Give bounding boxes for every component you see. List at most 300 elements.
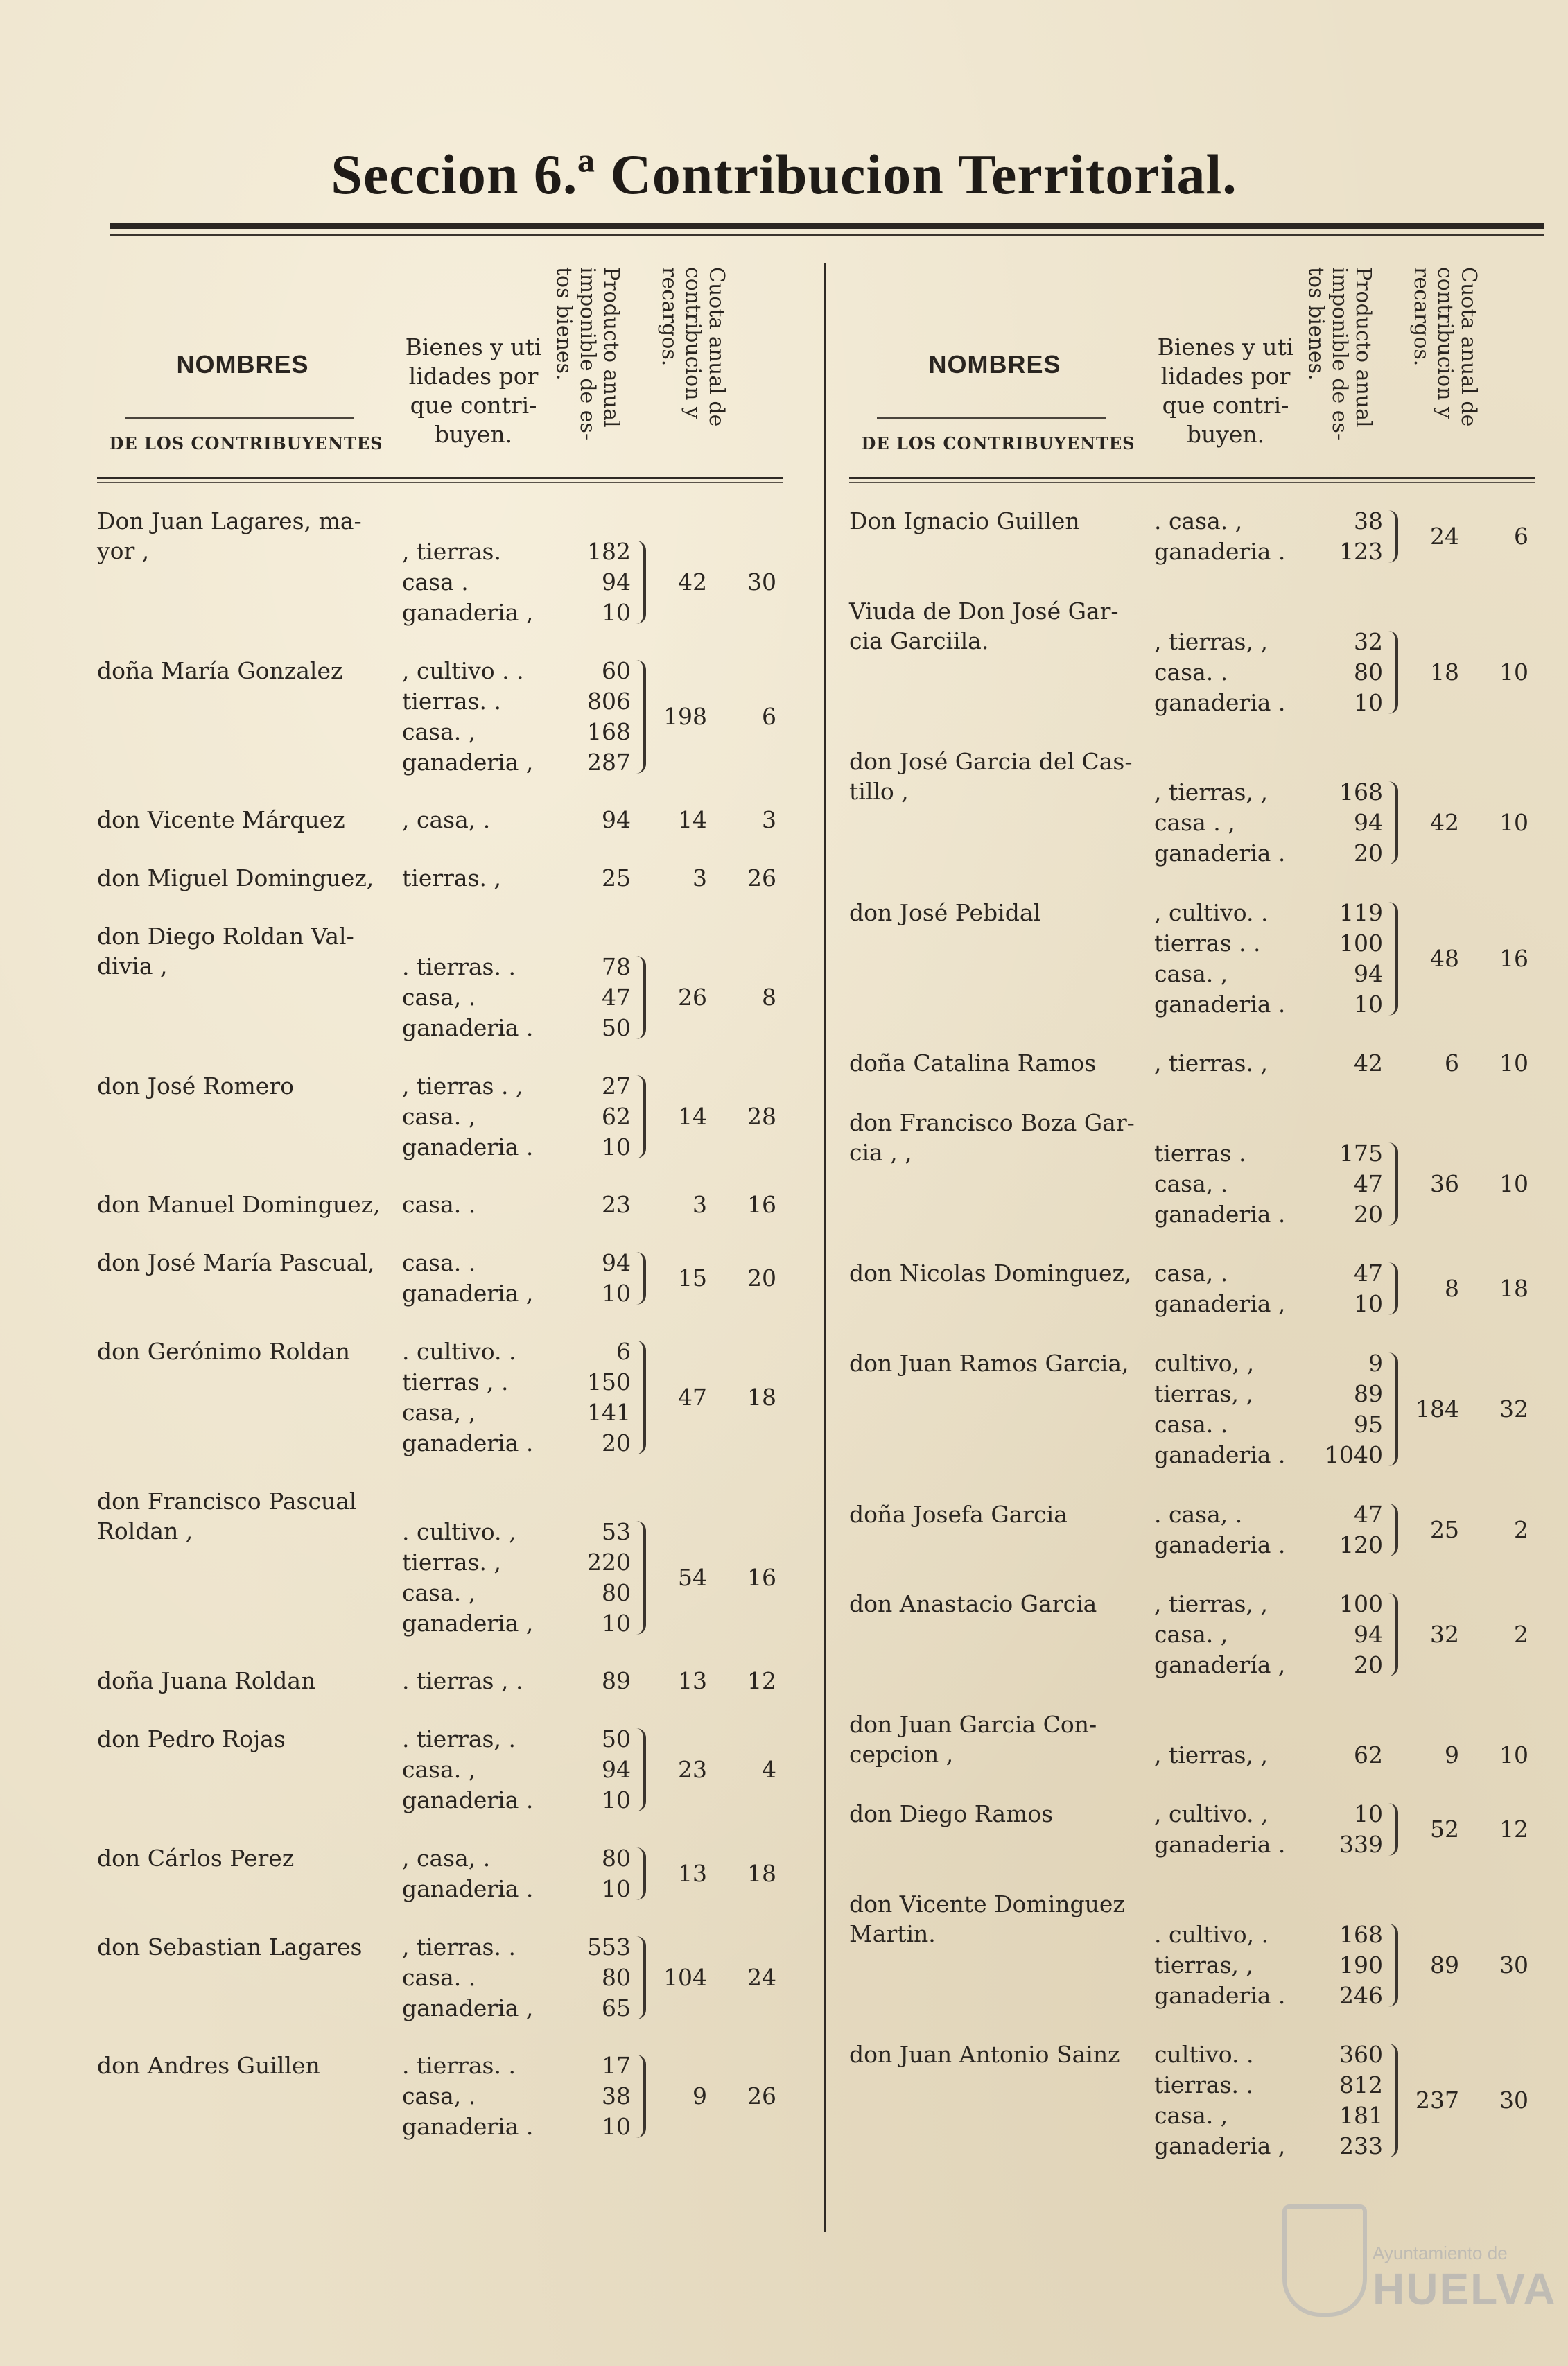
- property-value: 17: [602, 2052, 631, 2080]
- property-item: [395, 1932, 631, 1963]
- property-item: [395, 1248, 631, 1278]
- property-list: [1147, 2039, 1383, 2161]
- property-item: [1147, 959, 1383, 989]
- cuota-reales: 198: [663, 702, 707, 730]
- property-label: . tierras. .: [402, 2052, 516, 2080]
- property-item: [1147, 1829, 1383, 1860]
- cuota-maravedis: 30: [1499, 2087, 1528, 2114]
- cuota-reales: 32: [1430, 1621, 1459, 1649]
- property-item: [1147, 989, 1383, 1020]
- property-value: 287: [587, 748, 631, 776]
- property-item: [395, 982, 631, 1013]
- property-value: 150: [587, 1368, 631, 1395]
- property-label: , cultivo. ,: [1154, 1800, 1269, 1828]
- property-label: . casa. ,: [1154, 507, 1243, 534]
- property-label: tierras .: [1154, 1139, 1246, 1167]
- property-item: [395, 1398, 631, 1428]
- contributor-name: don Francisco Pascual Roldan ,: [97, 1487, 357, 1545]
- property-item: [1147, 898, 1383, 928]
- cuota-value: [652, 982, 776, 1013]
- property-item: [1147, 1289, 1383, 1319]
- header-rule: [849, 477, 1535, 479]
- cuota-maravedis: 10: [1499, 658, 1528, 686]
- cuota-maravedis: 18: [1499, 1275, 1528, 1303]
- contributor-name: don Miguel Dominguez,: [97, 864, 374, 892]
- contributor-name: don Manuel Dominguez,: [97, 1191, 381, 1219]
- property-label: casa. .: [1154, 1411, 1228, 1438]
- coat-of-arms-icon: [1282, 2204, 1367, 2317]
- grouping-brace: [636, 1728, 646, 1811]
- property-list: [1147, 1499, 1383, 1560]
- property-value: 10: [1354, 1800, 1383, 1828]
- property-item: [395, 1547, 631, 1578]
- property-item: [395, 1102, 631, 1132]
- cuota-reales: 9: [1445, 1741, 1459, 1768]
- property-value: 10: [602, 1133, 631, 1160]
- left-column: [97, 256, 783, 2218]
- cuota-value: [1404, 1619, 1528, 1650]
- property-item: [395, 1578, 631, 1608]
- property-value: 47: [602, 983, 631, 1011]
- contributor-name: don Pedro Rojas: [97, 1725, 286, 1753]
- cuota-value: [652, 2081, 776, 2112]
- property-item: [1147, 2100, 1383, 2131]
- property-item: [395, 1132, 631, 1163]
- property-value: 38: [602, 2082, 631, 2110]
- header-contribuyentes: DE LOS CONTRIBUYENTES: [109, 433, 383, 453]
- cuota-reales: 42: [1430, 809, 1459, 837]
- property-item: [1147, 1499, 1383, 1530]
- property-item: [1147, 1440, 1383, 1470]
- grouping-brace: [636, 660, 646, 774]
- property-item: [395, 2112, 631, 2142]
- property-value: 812: [1339, 2071, 1383, 2099]
- cuota-value: [1404, 943, 1528, 974]
- property-value: 94: [602, 806, 631, 834]
- property-label: casa, .: [402, 983, 476, 1011]
- cuota-value: [652, 1666, 776, 1696]
- property-list: [395, 1517, 631, 1639]
- property-label: , cultivo. .: [1154, 898, 1269, 926]
- property-item: [395, 598, 631, 628]
- property-value: 60: [602, 656, 631, 684]
- watermark-line2: HUELVA: [1373, 2264, 1557, 2314]
- cuota-value: [652, 702, 776, 732]
- grouping-brace: [1388, 1352, 1398, 1466]
- contributor-name: don Diego Roldan Val- divia ,: [97, 922, 354, 980]
- grouping-brace: [636, 1847, 646, 1900]
- property-item: [1147, 808, 1383, 838]
- cuota-maravedis: 10: [1499, 1741, 1528, 1768]
- cuota-value: [652, 1263, 776, 1294]
- property-label: ganaderia .: [1154, 1200, 1286, 1228]
- property-label: ganaderia .: [1154, 1441, 1286, 1468]
- grouping-brace: [1388, 902, 1398, 1016]
- cuota-value: [1404, 1515, 1528, 1545]
- cuota-maravedis: 30: [1499, 1951, 1528, 1978]
- property-value: 47: [1354, 1500, 1383, 1528]
- property-item: [1147, 688, 1383, 718]
- contributor-name: don José Pebidal: [849, 898, 1041, 926]
- property-value: 80: [1354, 658, 1383, 686]
- contributor-name: don Anastacio Garcia: [849, 1590, 1097, 1618]
- property-label: ganaderia ,: [402, 1994, 534, 2021]
- property-item: [395, 1367, 631, 1398]
- property-list: [395, 1190, 631, 1220]
- cuota-maravedis: 16: [747, 1191, 776, 1219]
- property-label: ganaderia .: [402, 1133, 534, 1160]
- cuota-value: [1404, 1394, 1528, 1425]
- cuota-value: [1404, 808, 1528, 838]
- property-label: cultivo. .: [1154, 2041, 1254, 2069]
- grouping-brace: [1388, 510, 1398, 563]
- property-item: [1147, 2131, 1383, 2161]
- cuota-value: [1404, 657, 1528, 688]
- property-label: ganaderia .: [1154, 990, 1286, 1018]
- cuota-reales: 13: [678, 1859, 707, 1887]
- property-label: tierras. .: [1154, 2071, 1253, 2099]
- property-item: [395, 1337, 631, 1367]
- property-item: [1147, 1981, 1383, 2011]
- property-label: ganaderia ,: [1154, 1290, 1286, 1318]
- table-header: [849, 256, 1535, 485]
- title-rule-thin: [110, 234, 1544, 236]
- property-label: ganaderia ,: [402, 1609, 534, 1637]
- property-value: 20: [1354, 1651, 1383, 1679]
- property-label: ganaderia .: [1154, 688, 1286, 716]
- property-value: 1040: [1325, 1441, 1383, 1468]
- header-rule: [97, 477, 783, 479]
- header-rule-thin: [97, 482, 783, 483]
- cuota-maravedis: 12: [747, 1667, 776, 1695]
- contributor-name: doña María Gonzalez: [97, 656, 343, 684]
- property-label: casa. ,: [1154, 2102, 1228, 2130]
- property-item: [395, 952, 631, 982]
- property-value: 10: [602, 1874, 631, 1902]
- property-list: [1147, 1589, 1383, 1680]
- cuota-maravedis: 10: [1499, 1050, 1528, 1077]
- property-label: . casa, .: [1154, 1500, 1243, 1528]
- property-item: [1147, 1169, 1383, 1199]
- cuota-maravedis: 8: [762, 983, 776, 1011]
- cuota-value: [652, 1859, 776, 1889]
- property-label: , tierras, ,: [1154, 1590, 1268, 1618]
- column-divider: [824, 263, 826, 2232]
- property-value: 100: [1339, 1590, 1383, 1618]
- property-label: tierras, ,: [1154, 1380, 1253, 1407]
- property-item: [1147, 627, 1383, 657]
- cuota-value: [1404, 1814, 1528, 1845]
- property-list: [1147, 506, 1383, 567]
- property-item: [1147, 657, 1383, 688]
- property-value: 53: [602, 1517, 631, 1545]
- property-label: , tierras, ,: [1154, 778, 1268, 806]
- property-list: [395, 2051, 631, 2142]
- cuota-maravedis: 3: [762, 806, 776, 834]
- property-value: 47: [1354, 1260, 1383, 1287]
- cuota-reales: 25: [1430, 1515, 1459, 1543]
- property-value: 10: [1354, 1290, 1383, 1318]
- property-value: 246: [1339, 1981, 1383, 2009]
- cuota-value: [1404, 1169, 1528, 1199]
- property-item: [1147, 1530, 1383, 1560]
- property-list: [395, 1843, 631, 1904]
- cuota-maravedis: 16: [1499, 944, 1528, 972]
- property-value: 9: [1368, 1350, 1383, 1377]
- property-item: [1147, 1138, 1383, 1169]
- cuota-value: [652, 1382, 776, 1413]
- contributor-name: don Gerónimo Roldan: [97, 1337, 351, 1365]
- cuota-reales: 13: [678, 1667, 707, 1695]
- property-list: [395, 805, 631, 835]
- property-item: [1147, 1048, 1383, 1079]
- grouping-brace: [636, 1075, 646, 1158]
- cuota-value: [1404, 521, 1528, 552]
- contributor-name: don Diego Ramos: [849, 1800, 1054, 1828]
- cuota-maravedis: 6: [762, 702, 776, 730]
- property-item: [395, 717, 631, 747]
- contributor-name: doña Juana Roldan: [97, 1667, 316, 1695]
- cuota-reales: 184: [1415, 1395, 1459, 1423]
- property-value: 553: [587, 1933, 631, 1960]
- property-item: [1147, 928, 1383, 959]
- property-label: casa. ,: [402, 1756, 476, 1784]
- property-value: 339: [1339, 1831, 1383, 1859]
- property-label: , tierras. ,: [1154, 1050, 1268, 1077]
- grouping-brace: [1388, 781, 1398, 864]
- property-value: 182: [587, 538, 631, 565]
- property-value: 10: [602, 2113, 631, 2141]
- property-list: [1147, 1138, 1383, 1230]
- property-list: [395, 1248, 631, 1309]
- property-value: 94: [602, 1756, 631, 1784]
- property-label: casa. .: [402, 1249, 476, 1277]
- property-item: [1147, 2070, 1383, 2100]
- property-list: [395, 537, 631, 628]
- property-item: [395, 1724, 631, 1755]
- grouping-brace: [1388, 1924, 1398, 2007]
- property-value: 20: [602, 1429, 631, 1456]
- property-value: 10: [602, 1280, 631, 1307]
- property-label: . cultivo. .: [402, 1337, 516, 1365]
- grouping-brace: [636, 541, 646, 624]
- property-value: 80: [602, 1963, 631, 1991]
- property-list: [395, 1337, 631, 1459]
- property-item: [395, 1963, 631, 1993]
- property-value: 10: [602, 1609, 631, 1637]
- property-value: 123: [1339, 538, 1383, 565]
- cuota-reales: 15: [678, 1264, 707, 1292]
- property-item: [1147, 1258, 1383, 1289]
- property-item: [395, 805, 631, 835]
- property-item: [1147, 1920, 1383, 1950]
- property-list: [395, 1071, 631, 1163]
- property-label: ganaderia .: [402, 2113, 534, 2141]
- grouping-brace: [636, 1341, 646, 1454]
- property-list: [1147, 1258, 1383, 1319]
- property-value: 168: [1339, 1920, 1383, 1948]
- property-value: 47: [1354, 1169, 1383, 1197]
- cuota-reales: 23: [678, 1756, 707, 1784]
- grouping-brace: [636, 1252, 646, 1305]
- grouping-brace: [1388, 1803, 1398, 1856]
- property-value: 94: [1354, 809, 1383, 837]
- cuota-maravedis: 24: [747, 1963, 776, 1991]
- property-item: [395, 1993, 631, 2024]
- property-item: [1147, 1409, 1383, 1440]
- contributor-name: don Juan Ramos Garcia,: [849, 1350, 1129, 1377]
- property-list: [395, 1666, 631, 1696]
- property-item: [1147, 1589, 1383, 1619]
- property-value: 10: [1354, 990, 1383, 1018]
- property-label: ganaderia .: [1154, 1981, 1286, 2009]
- contributor-name: don Francisco Boza Gar- cia , ,: [849, 1108, 1135, 1166]
- property-value: 23: [602, 1191, 631, 1219]
- property-label: ganaderia ,: [402, 748, 534, 776]
- header-bienes: Bienes y uti lidades por que contri- buyen.: [405, 333, 542, 448]
- property-item: [395, 567, 631, 598]
- grouping-brace: [1388, 2044, 1398, 2157]
- property-value: 62: [1354, 1741, 1383, 1768]
- property-item: [395, 1071, 631, 1102]
- watermark-line1: Ayuntamiento de: [1373, 2243, 1508, 2263]
- property-value: 95: [1354, 1411, 1383, 1438]
- property-value: 94: [602, 1249, 631, 1277]
- property-item: [395, 2081, 631, 2112]
- cuota-value: [1404, 1048, 1528, 1079]
- property-value: 175: [1339, 1139, 1383, 1167]
- property-item: [1147, 777, 1383, 808]
- property-label: tierras. ,: [402, 1548, 501, 1576]
- cuota-maravedis: 16: [747, 1563, 776, 1591]
- property-value: 181: [1339, 2102, 1383, 2130]
- cuota-value: [652, 1190, 776, 1220]
- property-label: ganaderia .: [402, 1786, 534, 1814]
- property-value: 120: [1339, 1531, 1383, 1558]
- property-list: [395, 1724, 631, 1816]
- property-list: [1147, 1048, 1383, 1079]
- cuota-value: [652, 567, 776, 598]
- grouping-brace: [636, 2055, 646, 2138]
- property-value: 20: [1354, 840, 1383, 867]
- property-value: 6: [616, 1337, 631, 1365]
- property-value: 220: [587, 1548, 631, 1576]
- property-item: [395, 1190, 631, 1220]
- cuota-value: [1404, 2085, 1528, 2116]
- property-item: [395, 1755, 631, 1785]
- cuota-maravedis: 10: [1499, 809, 1528, 837]
- property-label: ganaderia .: [1154, 1831, 1286, 1859]
- cuota-reales: 42: [678, 568, 707, 595]
- property-label: tierras . .: [1154, 929, 1261, 957]
- cuota-maravedis: 10: [1499, 1169, 1528, 1197]
- property-value: 168: [587, 717, 631, 745]
- cuota-maravedis: 18: [747, 1859, 776, 1887]
- cuota-value: [1404, 1950, 1528, 1981]
- property-label: ganaderia ,: [1154, 2132, 1286, 2160]
- cuota-reales: 3: [692, 864, 707, 892]
- property-item: [1147, 1199, 1383, 1230]
- property-label: , casa, .: [402, 806, 491, 834]
- property-value: 78: [602, 953, 631, 980]
- cuota-reales: 24: [1430, 523, 1459, 550]
- cuota-value: [652, 863, 776, 894]
- cuota-value: [652, 1563, 776, 1593]
- cuota-value: [1404, 1740, 1528, 1771]
- property-label: , casa, .: [402, 1844, 491, 1872]
- title-rule: [110, 223, 1544, 229]
- header-producto: Producto anual imponible de es- tos bienes.: [552, 267, 623, 441]
- header-producto: Producto anual imponible de es- tos bienes.: [1304, 267, 1375, 441]
- property-label: cultivo, ,: [1154, 1350, 1255, 1377]
- cuota-reales: 104: [663, 1963, 707, 1991]
- property-item: [395, 1608, 631, 1639]
- header-rule-thin: [849, 482, 1535, 483]
- property-list: [395, 952, 631, 1043]
- cuota-value: [1404, 1273, 1528, 1304]
- contributor-name: Don Ignacio Guillen: [849, 507, 1080, 534]
- property-label: tierras. .: [402, 687, 501, 715]
- property-value: 94: [1354, 1621, 1383, 1649]
- property-label: ganaderia .: [1154, 1531, 1286, 1558]
- grouping-brace: [636, 1521, 646, 1635]
- cuota-reales: 89: [1430, 1951, 1459, 1978]
- property-item: [395, 863, 631, 894]
- property-label: , tierras. .: [402, 1933, 516, 1960]
- property-label: casa. ,: [1154, 1621, 1228, 1649]
- property-item: [395, 1785, 631, 1816]
- property-label: casa .: [402, 568, 469, 595]
- property-item: [1147, 1619, 1383, 1650]
- property-value: 168: [1339, 778, 1383, 806]
- page-title: Seccion 6.ª Contribucion Territorial.: [331, 143, 1237, 206]
- cuota-reales: 36: [1430, 1169, 1459, 1197]
- property-list: [1147, 1740, 1383, 1771]
- property-label: ganaderia .: [1154, 538, 1286, 565]
- property-label: , cultivo . .: [402, 656, 524, 684]
- property-value: 119: [1339, 898, 1383, 926]
- property-item: [1147, 1799, 1383, 1829]
- property-list: [1147, 898, 1383, 1020]
- cuota-maravedis: 2: [1514, 1621, 1528, 1649]
- property-label: ganaderia ,: [402, 599, 534, 626]
- property-value: 94: [602, 568, 631, 595]
- right-column: [849, 256, 1535, 2218]
- property-label: ganaderia ,: [402, 1280, 534, 1307]
- property-label: casa. ,: [402, 1102, 476, 1130]
- property-item: [1147, 1348, 1383, 1379]
- property-label: ganaderia .: [402, 1014, 534, 1041]
- header-bienes: Bienes y uti lidades por que contri- buyen.: [1157, 333, 1294, 448]
- property-label: . tierras, .: [402, 1725, 516, 1753]
- property-value: 806: [587, 687, 631, 715]
- property-label: ganaderia .: [1154, 840, 1286, 867]
- contributor-name: Viuda de Don José Gar- cia Garciila.: [849, 597, 1119, 654]
- property-label: casa. ,: [402, 717, 476, 745]
- cuota-reales: 9: [692, 2082, 707, 2110]
- contributor-name: don Juan Antonio Sainz: [849, 2041, 1120, 2069]
- contributor-name: don Juan Garcia Con- cepcion ,: [849, 1710, 1097, 1768]
- property-value: 65: [602, 1994, 631, 2021]
- property-label: , tierras.: [402, 538, 501, 565]
- cuota-reales: 14: [678, 806, 707, 834]
- property-label: casa, .: [1154, 1260, 1228, 1287]
- cuota-reales: 47: [678, 1383, 707, 1411]
- property-value: 89: [1354, 1380, 1383, 1407]
- grouping-brace: [636, 956, 646, 1039]
- property-value: 25: [602, 864, 631, 892]
- property-list: [1147, 627, 1383, 718]
